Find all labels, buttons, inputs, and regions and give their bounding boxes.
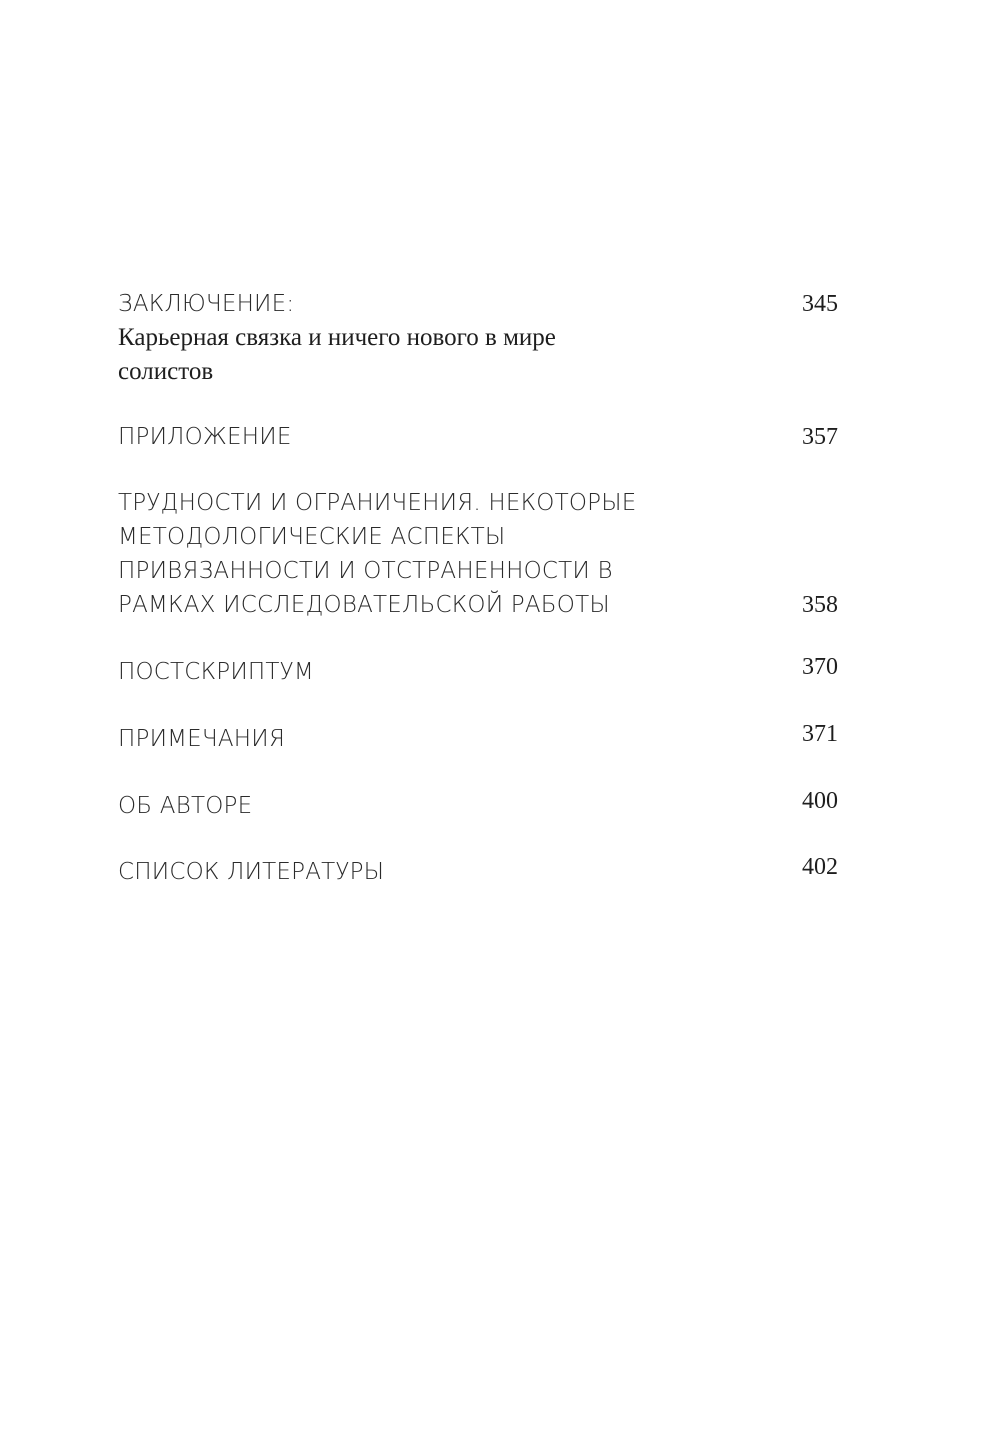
toc-entry-heading: ПРИМЕЧАНИЯ bbox=[118, 726, 286, 752]
toc-page-number: 345 bbox=[802, 291, 838, 317]
toc-entry-notes[interactable] bbox=[118, 719, 838, 756]
toc-entry-heading: ЗАКЛЮЧЕНИЕ: bbox=[118, 291, 295, 317]
toc-entry-heading: ПОСТСКРИПТУМ bbox=[118, 659, 314, 685]
toc-entry-heading: ОБ АВТОРЕ bbox=[118, 793, 253, 819]
toc-entry-heading: ПРИЛОЖЕНИЕ bbox=[118, 424, 292, 450]
toc-entry-postscript[interactable] bbox=[118, 652, 838, 689]
toc-page-number: 402 bbox=[802, 854, 838, 880]
toc-page-number: 400 bbox=[802, 788, 838, 814]
toc-entry-about-author[interactable] bbox=[118, 786, 838, 823]
toc-entry-heading: ТРУДНОСТИ И ОГРАНИЧЕНИЯ. НЕКОТОРЫЕ МЕТОДОЛОГИЧЕСКИЕ АСПЕКТЫ ПРИВЯЗАННОСТИ И ОТСТРАНЕННОСТИ В РАМКАХ ИССЛЕДОВАТЕЛЬСКОЙ РАБОТЫ bbox=[118, 490, 637, 618]
toc-page-number: 357 bbox=[802, 424, 838, 450]
toc-entry-subtitle: Карьерная связка и ничего нового в мире солистов bbox=[118, 324, 556, 385]
toc-page-number: 371 bbox=[802, 721, 838, 747]
toc-entry-difficulties[interactable] bbox=[118, 486, 838, 622]
toc-entry-appendix[interactable] bbox=[118, 420, 838, 454]
toc-entry-conclusion[interactable] bbox=[118, 287, 838, 389]
toc-page-number: 370 bbox=[802, 654, 838, 680]
toc-page-number: 358 bbox=[802, 592, 838, 618]
toc-entry-heading: СПИСОК ЛИТЕРАТУРЫ bbox=[118, 859, 385, 885]
toc-entry-bibliography[interactable] bbox=[118, 852, 838, 889]
